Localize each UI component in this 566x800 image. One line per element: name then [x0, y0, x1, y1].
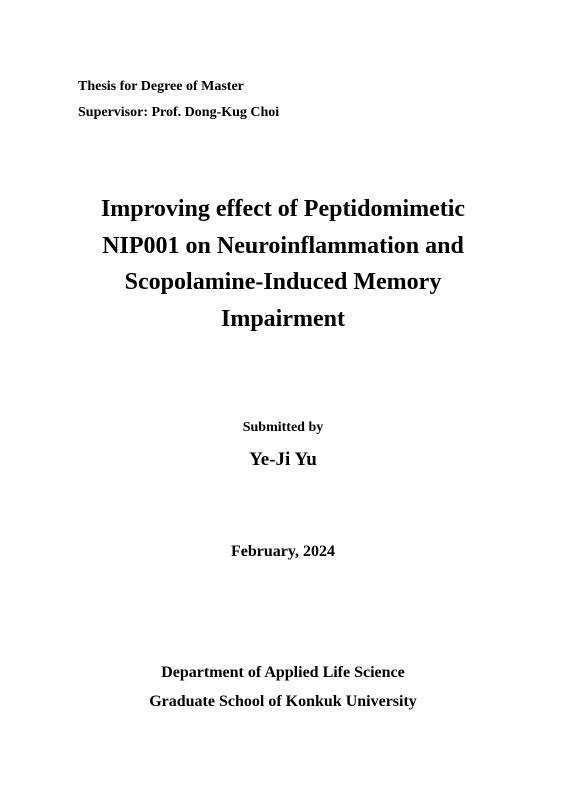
degree-line: Thesis for Degree of Master [78, 79, 244, 94]
thesis-title [0, 191, 566, 337]
title-line-1: Improving effect of Peptidomimetic [100, 196, 466, 222]
title-line-2: NIP001 on Neuroinflammation and [102, 232, 464, 259]
submission-date: February, 2024 [231, 543, 335, 560]
title-line-4: Impairment [221, 305, 345, 332]
title-line-3: Scopolamine-Induced Memory [124, 269, 442, 295]
submitted-by-label: Submitted by [242, 420, 324, 435]
school-name: Graduate School of Konkuk University [149, 693, 417, 710]
author-name: Ye-Ji Yu [249, 449, 317, 470]
supervisor-line: Supervisor: Prof. Dong-Kug Choi [78, 105, 280, 120]
department-name: Department of Applied Life Science [161, 664, 405, 681]
